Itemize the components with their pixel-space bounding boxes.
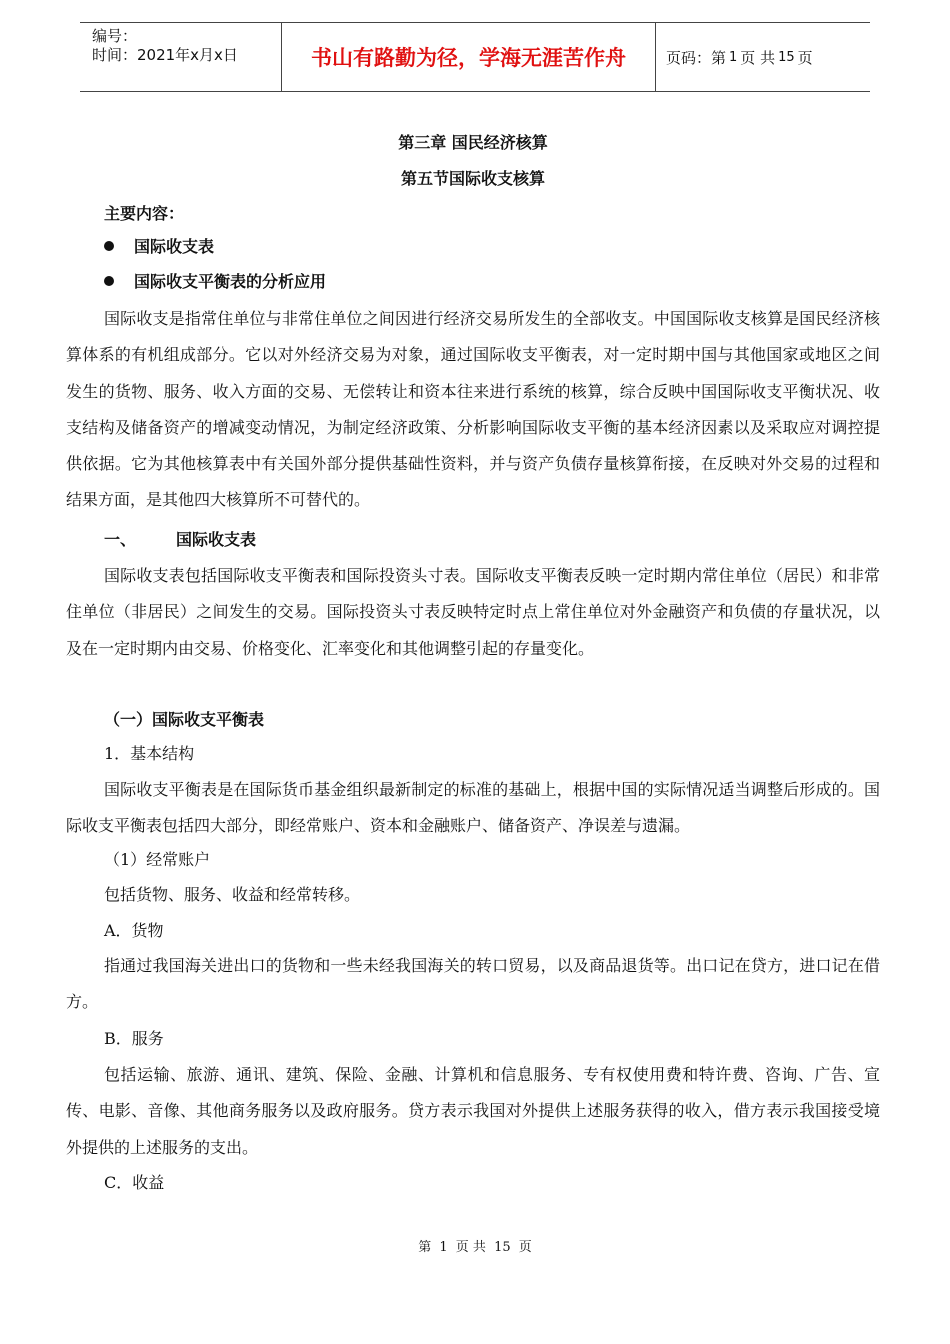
header-page-prefix: 页码：第 xyxy=(666,48,727,67)
header-page-mid: 页 共 xyxy=(740,48,776,67)
bullet-item-2 xyxy=(104,271,326,293)
doc-number-label: 编号： xyxy=(92,27,138,45)
header-motto: 书山有路勤为径，学海无涯苦作舟 xyxy=(282,23,656,91)
heading-1-number: 一、 xyxy=(104,530,137,549)
header-page-total: 15 xyxy=(778,49,795,65)
header-meta-cell xyxy=(80,23,282,91)
footer-mid: 页 共 xyxy=(455,1240,486,1255)
item-income: C．收益 xyxy=(104,1173,165,1192)
header-page-suffix: 页 xyxy=(797,48,813,67)
paragraph-2: 国际收支表包括国际收支平衡表和国际投资头寸表。国际收支平衡表反映一定时期内常住单位（居民）和非常住单位（非居民）之间发生的交易。国际投资头寸表反映特定时点上常住单位对外金融资产和负债的存量状况，以及在一定时期内由交易、价格变化、汇率变化和其他调整引起的存量变化。 xyxy=(66,566,880,658)
chapter-title: 第三章 国民经济核算 xyxy=(398,133,548,152)
footer-prefix: 第 xyxy=(418,1240,432,1255)
item-basic-structure: 1．基本结构 xyxy=(104,744,195,763)
bullet-text: 国际收支表 xyxy=(134,237,215,256)
page-footer xyxy=(0,1236,950,1255)
paragraph-4: 包括货物、服务、收益和经常转移。 xyxy=(104,885,361,904)
footer-suffix: 页 xyxy=(518,1240,532,1255)
footer-total: 15 xyxy=(494,1240,511,1255)
header-page-current: 1 xyxy=(729,49,738,65)
bullet-icon xyxy=(104,241,114,251)
item-current-account: （1）经常账户 xyxy=(104,850,211,869)
main-content-label: 主要内容： xyxy=(104,204,185,223)
subheading-1: （一）国际收支平衡表 xyxy=(104,710,265,729)
header-page-info xyxy=(656,23,870,91)
bullet-text: 国际收支平衡表的分析应用 xyxy=(134,272,327,291)
footer-current: 1 xyxy=(439,1240,448,1255)
paragraph-6: 包括运输、旅游、通讯、建筑、保险、金融、计算机和信息服务、专有权使用费和特许费、咨询、广告、宣传、电影、音像、其他商务服务以及政府服务。贷方表示我国对外提供上述服务获得的收入，借方表示我国接受境外提供的上述服务的支出。 xyxy=(66,1065,880,1157)
bullet-icon xyxy=(104,276,114,286)
paragraph-3: 国际收支平衡表是在国际货币基金组织最新制定的标准的基础上，根据中国的实际情况适当调整后形成的。国际收支平衡表包括四大部分，即经常账户、资本和金融账户、储备资产、净误差与遗漏。 xyxy=(66,780,880,836)
paragraph-5: 指通过我国海关进出口的货物和一些未经我国海关的转口贸易，以及商品退货等。出口记在贷方，进口记在借方。 xyxy=(66,956,880,1012)
item-goods: A．货物 xyxy=(104,921,164,940)
heading-1-text: 国际收支表 xyxy=(176,530,257,549)
page-header xyxy=(80,22,870,92)
section-title: 第五节国际收支核算 xyxy=(400,169,545,188)
item-services: B．服务 xyxy=(104,1029,164,1048)
bullet-item-1 xyxy=(104,236,214,258)
date-label: 时间：2021年x月x日 xyxy=(92,46,238,64)
intro-paragraph: 国际收支是指常住单位与非常住单位之间因进行经济交易所发生的全部收支。中国国际收支核算是国民经济核算体系的有机组成部分。它以对外经济交易为对象，通过国际收支平衡表，对一定时期中国与其他国家或地区之间发生的货物、服务、收入方面的交易、无偿转让和资本往来进行系统的核算，综合反映中国国际收支平衡状况、收支结构及储备资产的增减变动情况，为制定经济政策、分析影响国际收支平衡的基本经济因素以及采取应对调控提供依据。它为其他核算表中有关国外部分提供基础性资料，并与资产负债存量核算衔接，在反映对外交易的过程和结果方面，是其他四大核算所不可替代的。 xyxy=(66,309,880,510)
heading-1 xyxy=(104,529,256,551)
